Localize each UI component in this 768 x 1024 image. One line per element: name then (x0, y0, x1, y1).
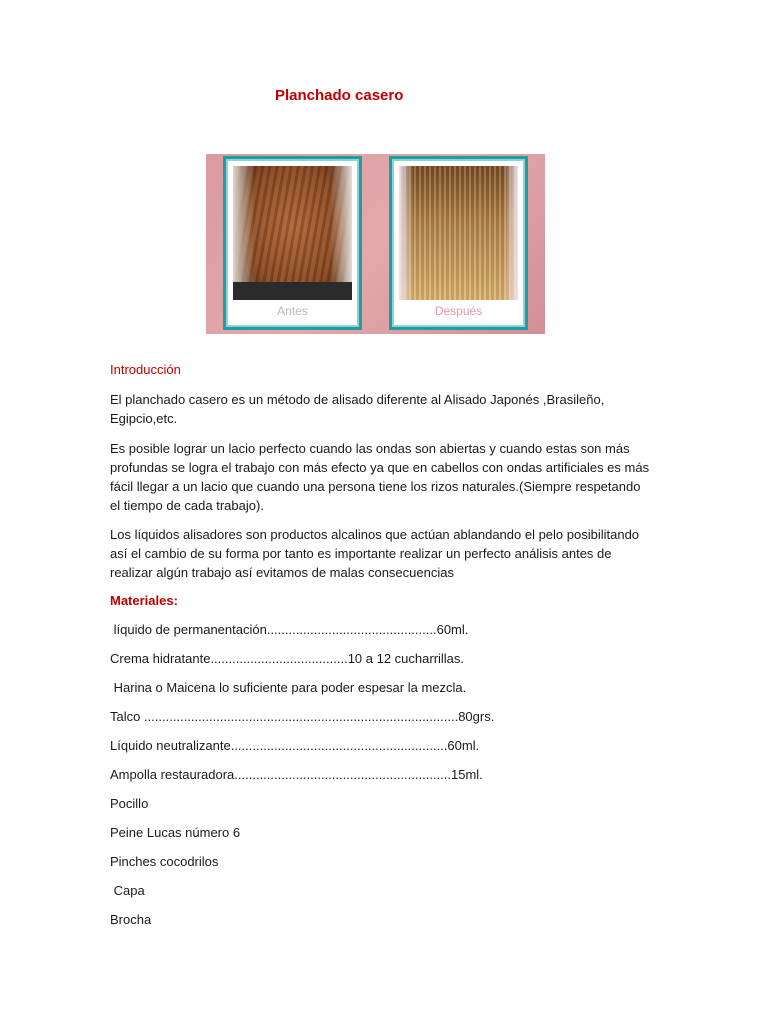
material-item: Líquido neutralizante............................................................60ml. (110, 738, 480, 753)
before-after-image (206, 154, 545, 334)
material-item: Crema hidratante......................................10 a 12 cucharrillas. (110, 651, 465, 666)
material-item: Harina o Maicena lo suficiente para poder espesar la mezcla. (110, 680, 467, 695)
material-item: Peine Lucas número 6 (110, 825, 241, 840)
before-label: Antes (277, 304, 308, 318)
after-label: Después (434, 304, 483, 318)
material-item: Brocha (110, 912, 152, 927)
material-item: Ampolla restauradora............................................................15ml. (110, 767, 483, 782)
intro-paragraph-1: El planchado casero es un método de alisado diferente al Alisado Japonés ,Brasileño, Egipcio,etc. (110, 392, 605, 426)
materials-heading: Materiales: (110, 593, 178, 608)
material-item: líquido de permanentación...............................................60ml. (110, 622, 469, 637)
before-photo (233, 166, 352, 300)
intro-heading: Introducción (110, 362, 181, 377)
after-photo (399, 166, 518, 300)
material-item: Talco .......................................................................................80grs. (110, 709, 495, 724)
intro-paragraph-2: Es posible lograr un lacio perfecto cuando las ondas son abiertas y cuando estas son más profundas se logra el trabajo con más efecto ya que en cabellos con ondas artificiales es más fácil llegar a un lacio que cuando una persona tiene los rizos naturales.(Siempre respetando el tiempo de cada trabajo). (110, 441, 650, 513)
after-photo-frame (389, 156, 528, 330)
material-item: Pinches cocodrilos (110, 854, 219, 869)
before-photo-frame (223, 156, 362, 330)
material-item: Pocillo (110, 796, 149, 811)
document-title: Planchado casero (275, 87, 404, 104)
intro-paragraph-3: Los líquidos alisadores son productos alcalinos que actúan ablandando el pelo posibilitando así el cambio de su forma por tanto es importante realizar un perfecto análisis antes de realizar algún trabajo así evitamos de malas consecuencias (110, 527, 640, 580)
material-item: Capa (110, 883, 145, 898)
